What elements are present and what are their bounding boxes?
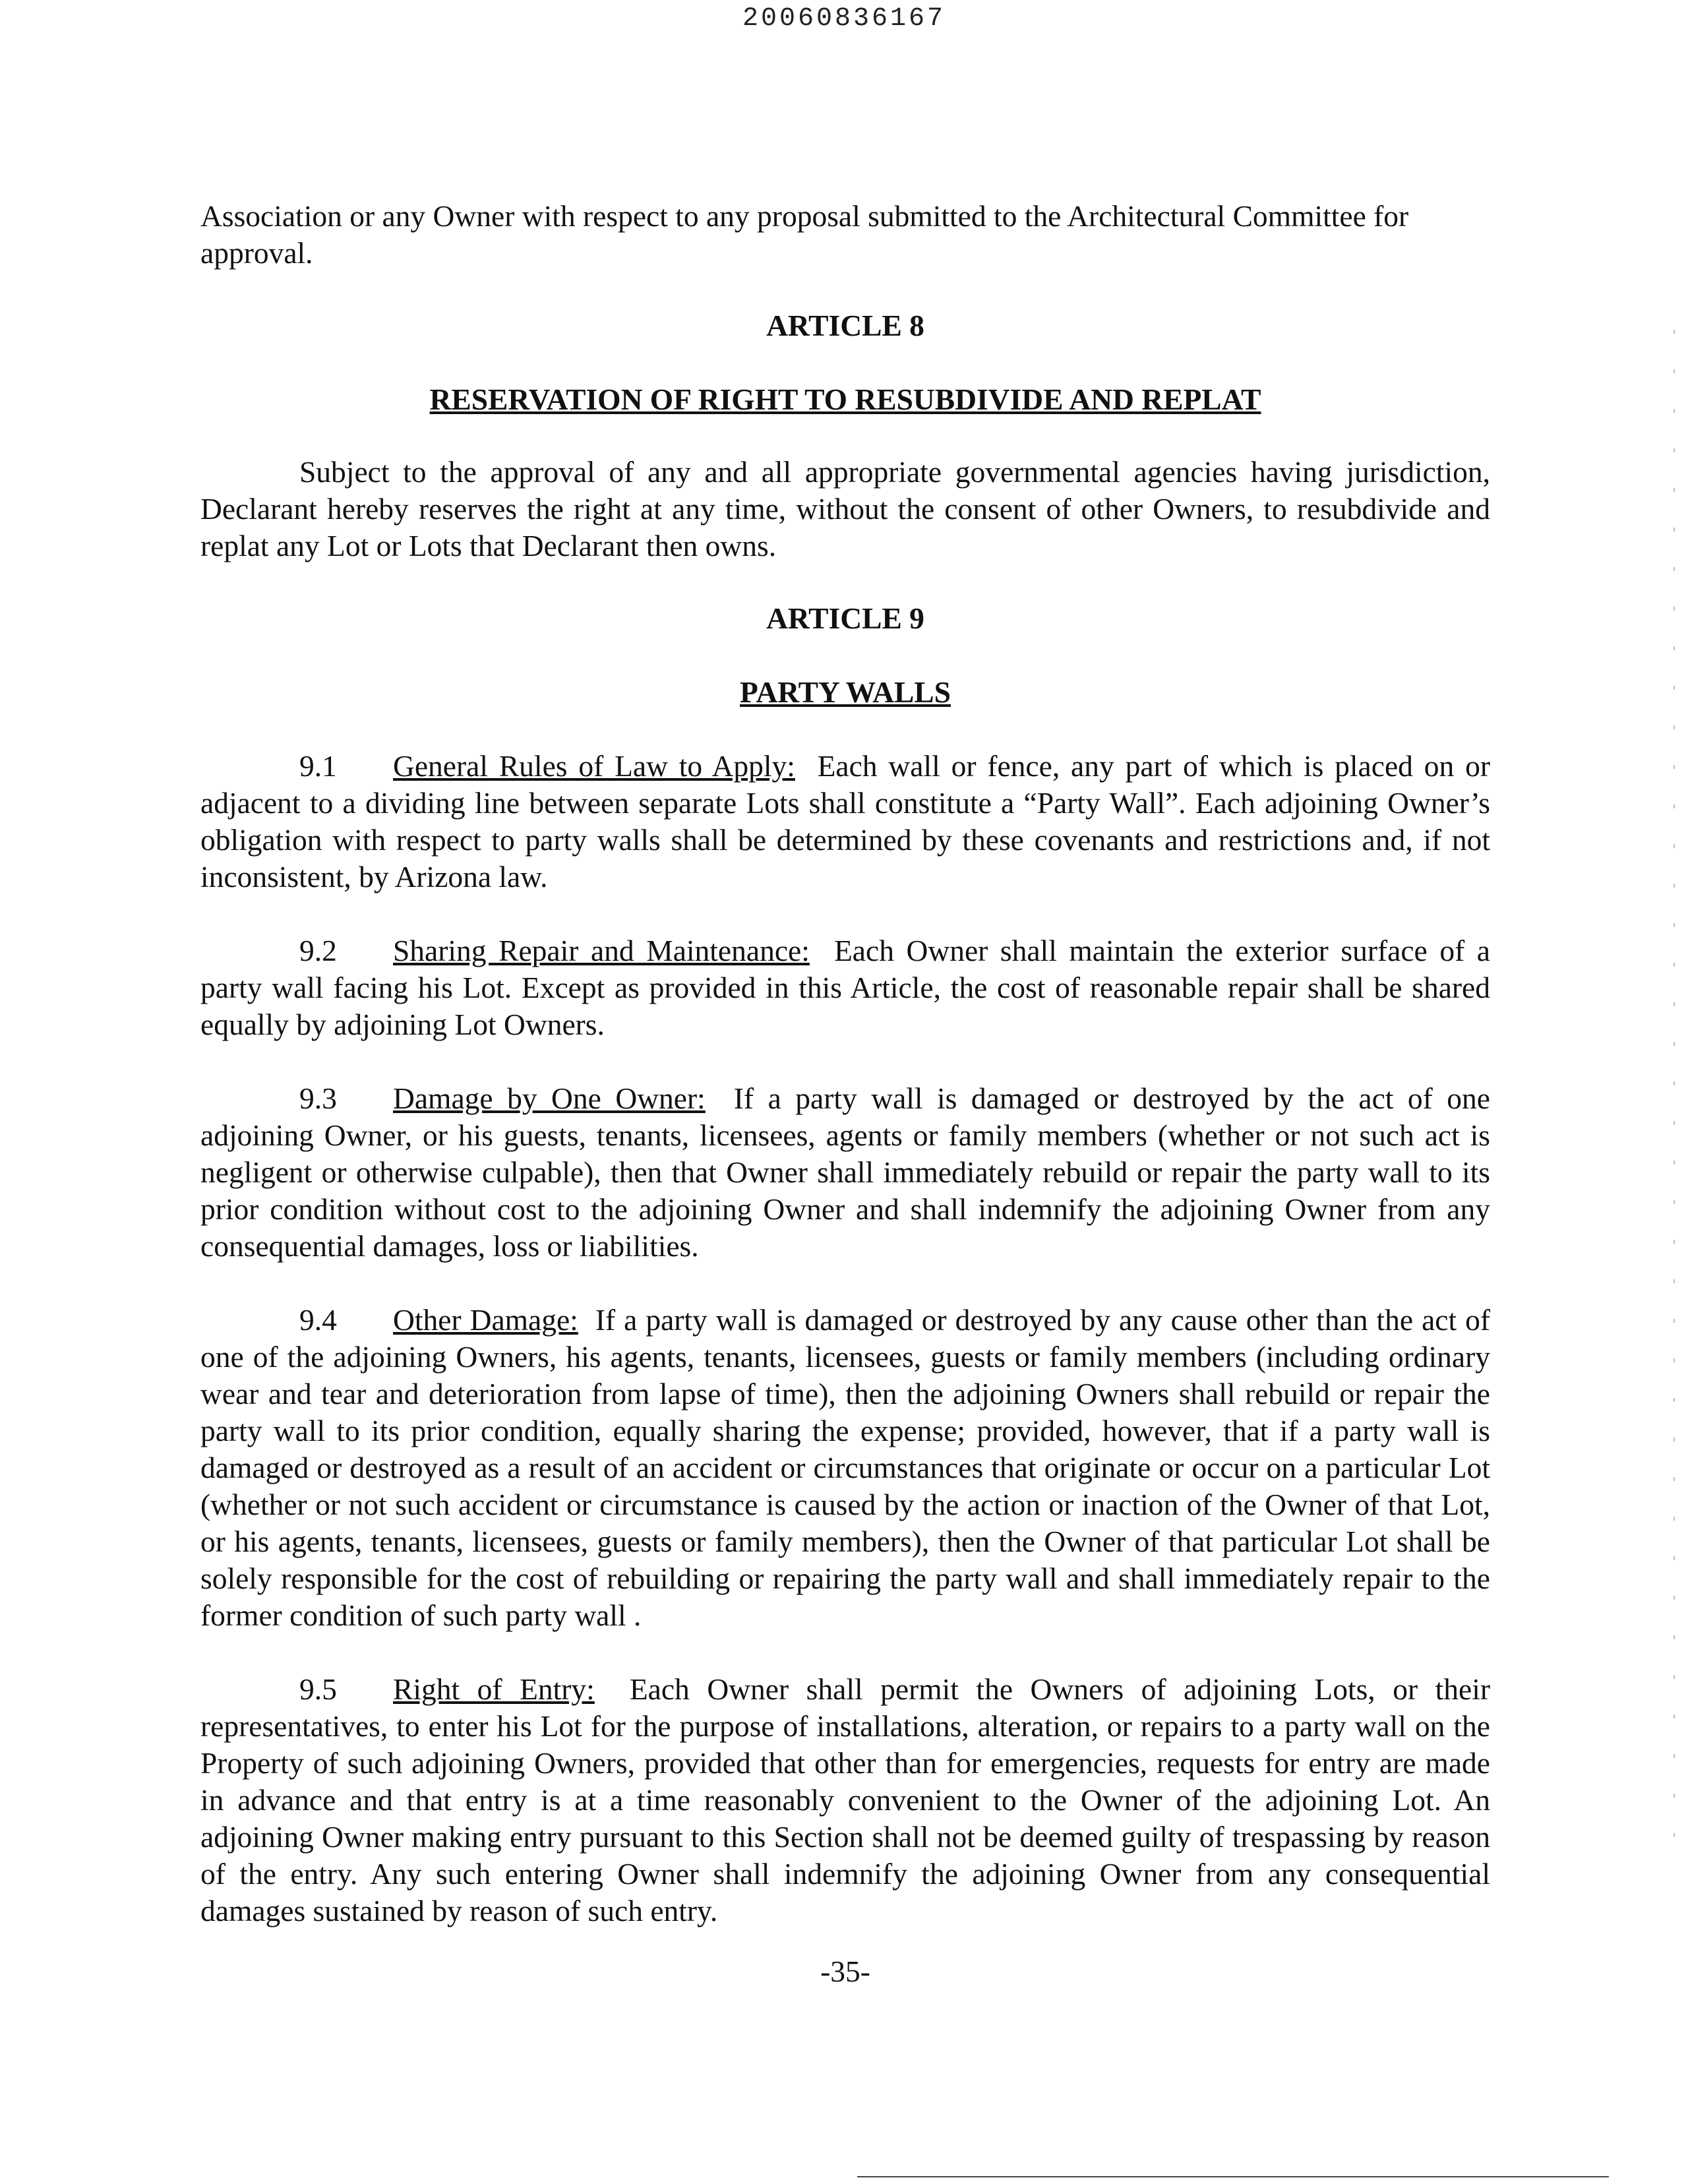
section-number: 9.1 <box>299 749 337 783</box>
section-heading: Other Damage: <box>393 1303 578 1337</box>
scan-bottom-rule <box>857 2176 1609 2177</box>
section-heading: General Rules of Law to Apply: <box>393 749 795 783</box>
section-9-1 <box>200 748 1490 895</box>
document-number: 20060836167 <box>742 4 946 34</box>
section-9-2 <box>200 932 1490 1043</box>
document-body <box>200 198 1490 1990</box>
scan-edge-marks <box>1673 330 1675 1846</box>
section-text: Each wall or fence, any part of which is placed on or adjacent to a dividing line between separate Lots shall constitute a “Party Wall”. Each adjoining Owner’s obligation with respect to party walls shall be determined by these covenants and restrictions and, if not inconsistent, by Arizona law. <box>200 749 1490 894</box>
section-number: 9.4 <box>299 1303 337 1337</box>
continuation-paragraph: Association or any Owner with respect to any proposal submitted to the Architectural Committee for approval. <box>200 199 1409 270</box>
section-text: If a party wall is damaged or destroyed by any cause other than the act of one of the adjoining Owners, his agents, tenants, licensees, guests or family members (including ordinary wear and tear and deterioration from lapse of time), then the adjoining Owners shall rebuild or repair the party wall to its prior condition, equally sharing the expense; provided, however, that if a party wall is damaged or destroyed as a result of an accident or circumstances that originate or occur on a particular Lot (whether or not such accident or circumstance is caused by the action or inaction of the Owner of that Lot, or his agents, tenants, licensees, guests or family members), then the Owner of that particular Lot shall be solely responsible for the cost of rebuilding or repairing the party wall and shall immediately repair to the former condition of such party wall . <box>200 1303 1491 1632</box>
article-8-number: ARTICLE 8 <box>766 309 924 342</box>
section-9-4 <box>200 1302 1490 1634</box>
section-heading: Sharing Repair and Maintenance: <box>393 934 810 967</box>
section-text: Each Owner shall maintain the exterior surface of a party wall facing his Lot. Except as provided in this Article, the cost of reasonable repair shall be shared equally by adjoining Lot Owners. <box>200 934 1490 1041</box>
page-number: -35- <box>820 1955 870 1988</box>
article-9-title: PARTY WALLS <box>740 675 951 709</box>
section-text: Each Owner shall permit the Owners of adjoining Lots, or their representatives, to enter his Lot for the purpose of installations, alteration, or repairs to a party wall on the Property of such adjoining Owners, provided that other than for emergencies, requests for entry are made in advance and that entry is at a time reasonably convenient to the Owner of the adjoining Lot. An adjoining Owner making entry pursuant to this Section shall not be deemed guilty of trespassing by reason of the entry. Any such entering Owner shall indemnify the adjoining Owner from any consequential damages sustained by reason of such entry. <box>200 1672 1490 1927</box>
section-number: 9.5 <box>299 1672 337 1706</box>
section-heading: Right of Entry: <box>393 1672 595 1706</box>
section-9-3 <box>200 1080 1490 1265</box>
article-8-body: Subject to the approval of any and all appropriate governmental agencies having jurisdiction, Declarant hereby reserves the right at any time, without the consent of other Owners, to resubdivide and replat any Lot or Lots that Declarant then owns. <box>200 455 1490 562</box>
article-9-number: ARTICLE 9 <box>766 601 924 635</box>
section-number: 9.3 <box>299 1081 337 1115</box>
section-number: 9.2 <box>299 934 337 967</box>
section-9-5 <box>200 1671 1490 1929</box>
section-text: If a party wall is damaged or destroyed by the act of one adjoining Owner, or his guests, tenants, licensees, agents or family members (whether or not such act is negligent or otherwise culpable), then that Owner shall immediately rebuild or repair the party wall to its prior condition without cost to the adjoining Owner and shall indemnify the adjoining Owner from any consequential damages, loss or liabilities. <box>200 1081 1490 1263</box>
section-heading: Damage by One Owner: <box>393 1081 706 1115</box>
article-8-title: RESERVATION OF RIGHT TO RESUBDIVIDE AND REPLAT <box>429 382 1261 416</box>
